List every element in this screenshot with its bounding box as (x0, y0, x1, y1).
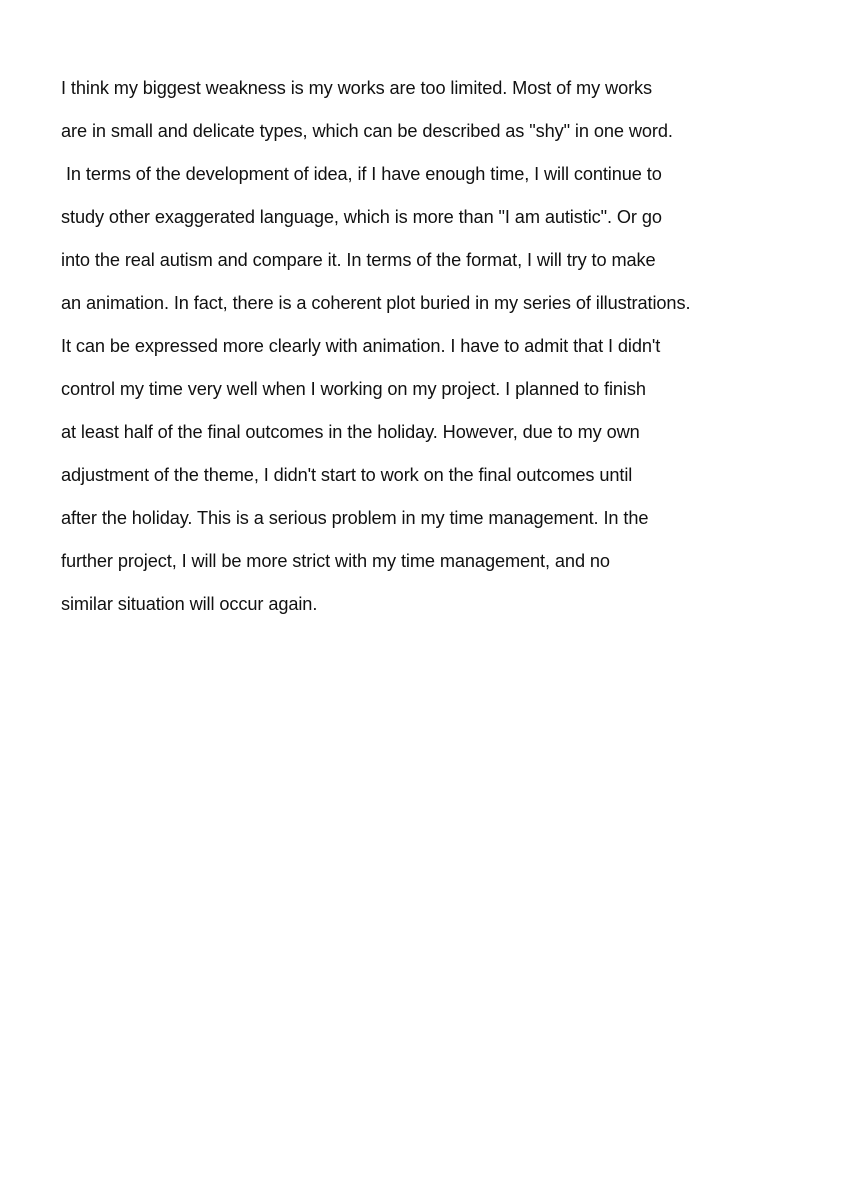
body-paragraph (61, 74, 841, 633)
text-line: similar situation will occur again. (61, 594, 318, 614)
text-line: an animation. In fact, there is a coherent plot buried in my series of illustrations. (61, 293, 691, 313)
text-line: into the real autism and compare it. In terms of the format, I will try to make (61, 250, 656, 270)
text-line: are in small and delicate types, which can be described as "shy" in one word. (61, 121, 673, 141)
text-line: adjustment of the theme, I didn't start to work on the final outcomes until (61, 465, 633, 485)
text-line: I think my biggest weakness is my works are too limited. Most of my works (61, 78, 653, 98)
text-line: at least half of the final outcomes in the holiday. However, due to my own (61, 422, 640, 442)
text-line: It can be expressed more clearly with animation. I have to admit that I didn't (61, 336, 661, 356)
text-line: further project, I will be more strict with my time management, and no (61, 551, 610, 571)
text-line: study other exaggerated language, which is more than "I am autistic". Or go (61, 207, 662, 227)
text-line: In terms of the development of idea, if I have enough time, I will continue to (61, 164, 662, 184)
text-line: control my time very well when I working on my project. I planned to finish (61, 379, 646, 399)
text-line: after the holiday. This is a serious problem in my time management. In the (61, 508, 649, 528)
